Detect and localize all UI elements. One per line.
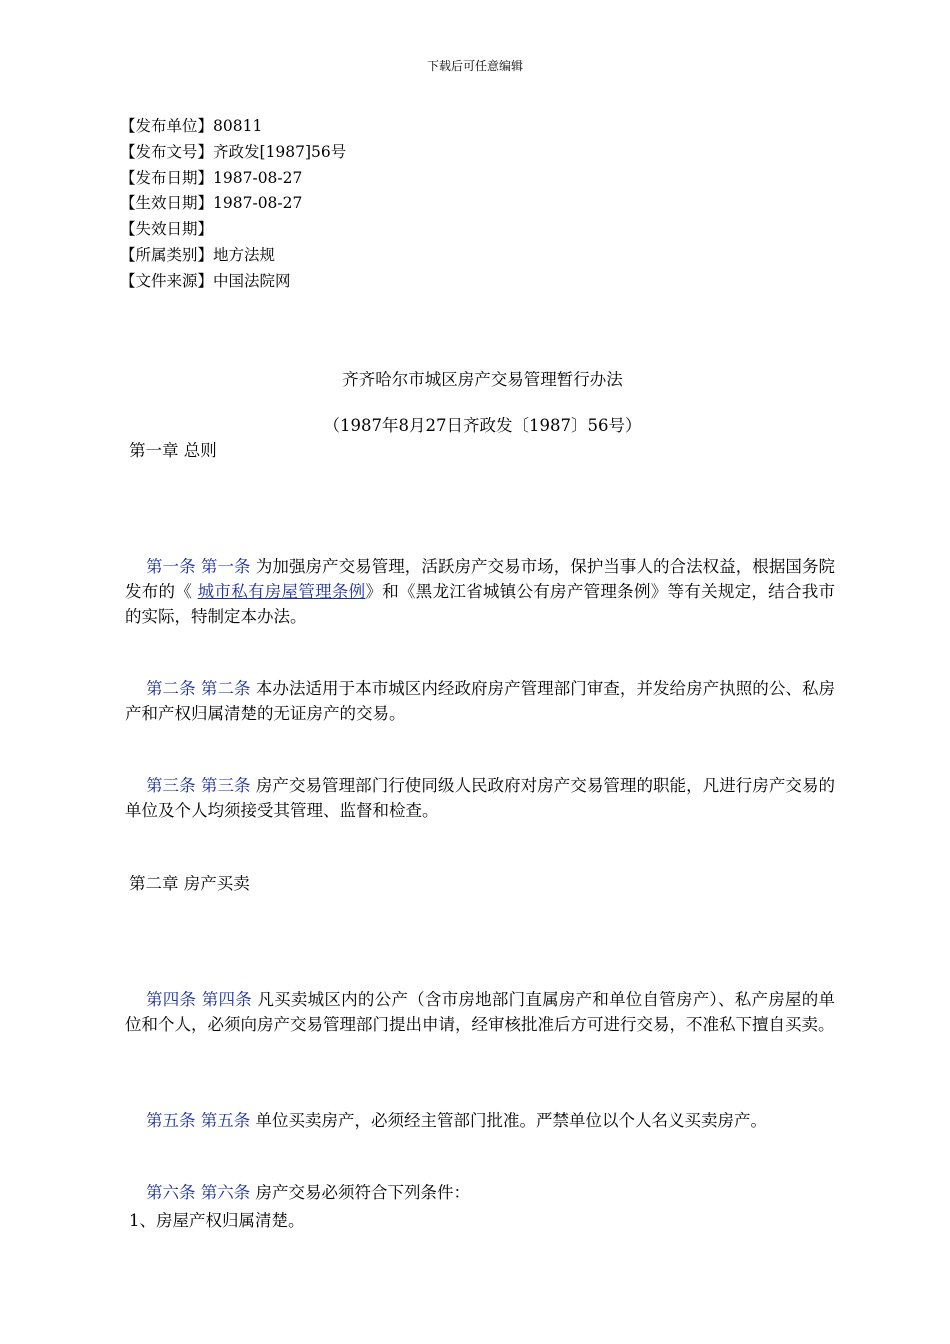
meta-expiry-date	[120, 219, 213, 239]
article-1	[125, 554, 835, 629]
article-label: 第四条 第四条	[146, 990, 252, 1009]
meta-doc-number	[120, 142, 346, 162]
meta-value: 地方法规	[213, 246, 276, 264]
meta-value: 齐政发[1987]56号	[213, 143, 347, 161]
article-text: 》和《黑龙江省城镇公有房产管理条例》等有关规定，结合我市的实际，特制定本办法。	[125, 582, 836, 626]
article-text: 房产交易管理部门行使同级人民政府对房产交易管理的职能，凡进行房产交易的单位及个人均须接受其管理、监督和检查。	[125, 776, 835, 820]
meta-label: 【所属类别】	[120, 246, 214, 264]
regulation-link[interactable]: 城市私有房屋管理条例	[197, 582, 366, 601]
article-text: 为加强房产交易管理，活跃房产交易市场，保护当事人的合法权益，根据国务院发布的《	[125, 557, 835, 601]
article-2	[125, 676, 835, 726]
meta-value: 中国法院网	[213, 272, 291, 290]
article-6	[125, 1180, 835, 1205]
article-5	[125, 1108, 835, 1133]
meta-label: 【生效日期】	[120, 194, 214, 212]
article-text: 本办法适用于本市城区内经政府房产管理部门审查，并发给房产执照的公、私房产和产权归属清楚的无证房产的交易。	[125, 679, 835, 723]
article-label: 第三条 第三条	[146, 776, 251, 795]
chapter-heading-2: 第二章 房产买卖	[129, 874, 250, 893]
meta-value: 1987-08-27	[213, 169, 303, 187]
meta-source	[120, 271, 291, 291]
meta-category	[120, 245, 275, 265]
meta-label: 【文件来源】	[120, 272, 214, 290]
meta-issue-date	[120, 168, 302, 188]
list-item: 1、房屋产权归属清楚。	[129, 1211, 305, 1230]
article-3	[125, 773, 835, 823]
meta-issuer	[120, 116, 262, 136]
article-label: 第二条 第二条	[146, 679, 251, 698]
article-text: 房产交易必须符合下列条件：	[250, 1183, 470, 1202]
meta-value: 1987-08-27	[213, 194, 303, 212]
article-text: 单位买卖房产，必须经主管部门批准。严禁单位以个人名义买卖房产。	[250, 1111, 767, 1130]
chapter-heading-1: 第一章 总则	[129, 441, 217, 460]
meta-label: 【发布单位】	[120, 117, 214, 135]
article-4	[125, 987, 835, 1037]
article-text: 凡买卖城区内的公产（含市房地部门直属房产和单位自管房产）、私产房屋的单位和个人，必须向房产交易管理部门提出申请，经审核批准后方可进行交易，不准私下擅自买卖。	[125, 990, 835, 1034]
meta-label: 【发布文号】	[120, 143, 214, 161]
article-label: 第六条 第六条	[146, 1183, 251, 1202]
meta-label: 【发布日期】	[120, 169, 214, 187]
meta-value: 80811	[213, 117, 263, 135]
document-subtitle: （1987年8月27日齐政发〔1987〕56号）	[323, 416, 642, 435]
article-label: 第五条 第五条	[146, 1111, 251, 1130]
article-label: 第一条 第一条	[146, 557, 251, 576]
document-title: 齐齐哈尔市城区房产交易管理暂行办法	[342, 370, 623, 389]
meta-label: 【失效日期】	[120, 220, 214, 238]
page-header: 下载后可任意编辑	[426, 59, 523, 73]
meta-effective-date	[120, 193, 302, 213]
